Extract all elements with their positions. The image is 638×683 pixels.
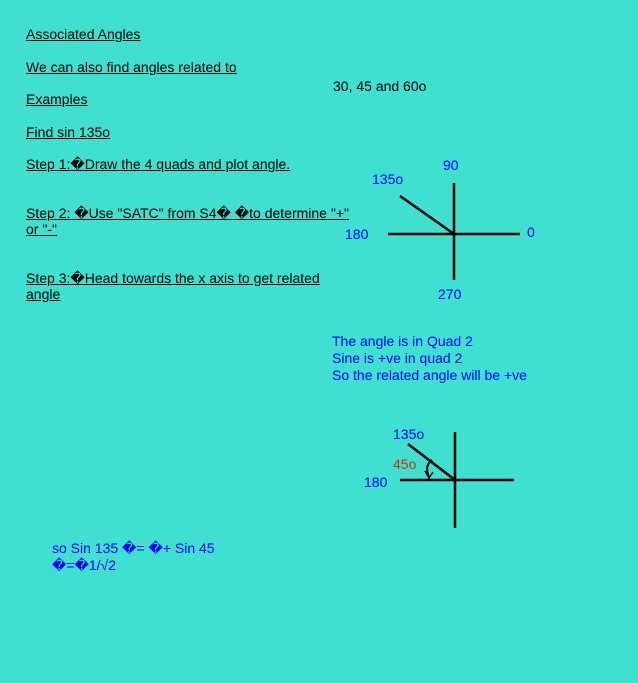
step2-line1: Step 2: �Use "SATC" from S4� �to determine "+" [26,205,349,221]
result-line2: �=�1/√2 [52,557,117,573]
examples-heading: Examples [26,91,88,107]
diagram1-label-270: 270 [438,286,462,302]
diagram2-label-135: 135o [393,426,425,442]
diagram1-label-135: 135o [372,171,404,187]
step3-line2: angle [26,286,61,302]
diagram2-label-45: 45o [393,456,417,472]
diagram1-angle-ray [400,196,454,234]
angles-list: 30, 45 and 60o [333,78,427,94]
intro-line: We can also find angles related to [26,59,237,75]
diagram2-label-180: 180 [364,474,388,490]
diagram1-label-0: 0 [527,224,535,240]
explanation-line3: So the related angle will be +ve [332,367,527,383]
step2-line2: or "-" [26,221,57,237]
explanation-line2: Sine is +ve in quad 2 [332,350,463,366]
find-line: Find sin 135o [26,124,111,140]
result-line1: so Sin 135 �= �+ Sin 45 [52,540,215,556]
diagram1-label-180: 180 [345,226,369,242]
step3-line1: Step 3:�Head towards the x axis to get related [26,270,320,286]
explanation-line1: The angle is in Quad 2 [332,333,473,349]
step1: Step 1:�Draw the 4 quads and plot angle. [26,156,291,172]
diagram1-label-90: 90 [443,157,459,173]
title: Associated Angles [26,26,141,42]
